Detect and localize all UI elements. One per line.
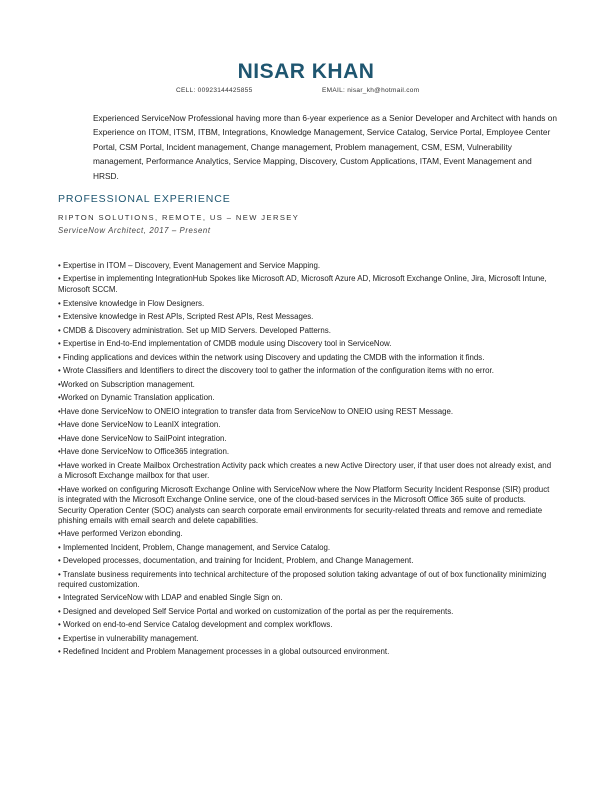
bullet-item: • Expertise in vulnerability management. [58, 633, 199, 643]
cell-number: CELL: 00923144425855 [176, 87, 253, 94]
bullet-item: •Have done ServiceNow to ONEIO integration to transfer data from ServiceNow to ONEIO using REST Message. [58, 406, 454, 416]
professional-summary: Experienced ServiceNow Professional having more than 6-year experience as a Senior Developer and Architect with hands on Experience on ITOM, ITSM, ITBM, Integrations, Knowledge Management, Service Catalog, Service Portal, Employee Center Portal, CSM Portal, Incident management, Change management, Problem management, CSM, ESM, Vulnerability management, Performance Analytics, Service Mapping, Discovery, Custom Applications, ITAM, Event Management and HRSD. [93, 113, 557, 181]
email-address: EMAIL: nisar_kh@hotmail.com [322, 87, 420, 94]
bullet-item: •Worked on Subscription management. [58, 379, 195, 389]
bullet-item: •Have done ServiceNow to SailPoint integration. [58, 433, 227, 443]
bullet-item: • Translate business requirements into technical architecture of the proposed solution taking advantage of out of box functionality minimizing required customization. [58, 569, 547, 590]
bullet-item: • Worked on end-to-end Service Catalog development and complex workflows. [58, 620, 333, 630]
role-line: ServiceNow Architect, 2017 – Present [58, 226, 211, 235]
bullet-item: •Have performed Verizon ebonding. [58, 529, 183, 539]
bullet-item: •Have done ServiceNow to LeanIX integration. [58, 420, 221, 430]
experience-bullet-list [58, 261, 556, 661]
bullet-item: • Integrated ServiceNow with LDAP and enabled Single Sign on. [58, 593, 283, 603]
section-title-experience: PROFESSIONAL EXPERIENCE [58, 193, 231, 205]
bullet-item: •Have worked in Create Mailbox Orchestration Activity pack which creates a new Active Directory user, if that user does not already exist, and a Microsoft Exchange mailbox for that user. [58, 460, 552, 481]
bullet-item: •Have worked on configuring Microsoft Exchange Online with ServiceNow where the Now Platform Security Incident Response (SIR) product is integrated with the Microsoft Exchange Online service, one of the cloud-based services in the Microsoft Office 365 suite of products. Security Operation Center (SOC) analysts can search corporate email environments for security-related threats and remove and remediate phishing emails with email search and delete capabilities. [58, 484, 550, 526]
bullet-item: • Expertise in ITOM – Discovery, Event Management and Service Mapping. [58, 261, 321, 270]
company-line: RIPTON SOLUTIONS, REMOTE, US – NEW JERSEY [58, 213, 300, 222]
bullet-item: • Extensive knowledge in Rest APIs, Scripted Rest APIs, Rest Messages. [58, 312, 314, 322]
bullet-item: • Finding applications and devices within the network using Discovery and updating the CMDB with the information it finds. [58, 352, 485, 362]
bullet-item: • Extensive knowledge in Flow Designers. [58, 298, 205, 308]
bullet-item: • Wrote Classifiers and Identifiers to direct the discovery tool to gather the information of the configuration items with no error. [58, 366, 494, 376]
bullet-item: • Developed processes, documentation, and training for Incident, Problem, and Change Management. [58, 556, 414, 566]
bullet-item: • Expertise in implementing IntegrationHub Spokes like Microsoft AD, Microsoft Azure AD, Microsoft Exchange Online, Jira, Microsoft Intune, Microsoft SCCM. [58, 274, 547, 295]
candidate-name: NISAR KHAN [237, 60, 375, 83]
bullet-item: • Implemented Incident, Problem, Change management, and Service Catalog. [58, 542, 331, 552]
bullet-item: • Redefined Incident and Problem Management processes in a global outsourced environment. [58, 647, 390, 657]
bullet-item: •Worked on Dynamic Translation application. [58, 393, 215, 403]
bullet-item: • CMDB & Discovery administration. Set up MID Servers. Developed Patterns. [58, 325, 331, 335]
bullet-item: • Expertise in End-to-End implementation of CMDB module using Discovery tool in ServiceNow. [58, 339, 392, 349]
bullet-item: • Designed and developed Self Service Portal and worked on customization of the portal as per the requirements. [58, 606, 454, 616]
bullet-item: •Have done ServiceNow to Office365 integration. [58, 447, 230, 457]
